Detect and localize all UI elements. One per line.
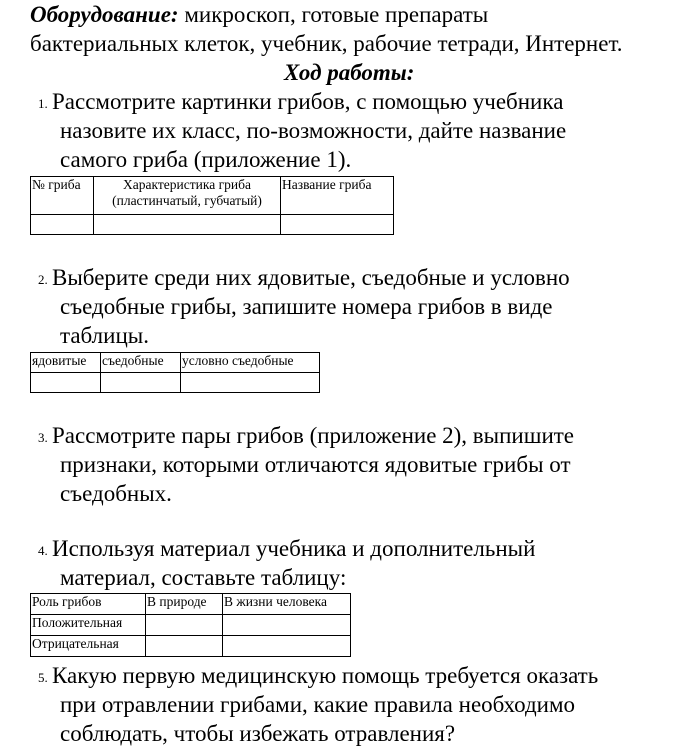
task-line: Выберите среди них ядовитые, съедобные и условно [52,265,570,290]
task-number: 4. [38,543,48,558]
task-number: 1. [38,96,48,111]
equipment-text-1: микроскоп, готовые препараты [178,2,489,27]
table-header: В природе [146,594,223,615]
task-line: Какую первую медицинскую помощь требуется оказать [52,663,599,688]
table-cell [31,215,94,235]
table-cell [146,636,223,657]
table-cell [223,615,351,636]
table-cell [94,215,281,235]
task-line: соблюдать, чтобы избежать отравления? [60,721,456,746]
table-header: Название гриба [281,177,394,215]
task-line: самого гриба (приложение 1). [60,147,352,172]
procedure-title: Ход работы: [284,60,415,85]
table-header: Роль грибов [31,594,146,615]
table-cell [146,615,223,636]
mushroom-table [30,176,394,235]
equipment-line-2: бактериальных клеток, учебник, рабочие тетради, Интернет. [30,31,623,56]
equipment-line-1 [30,0,488,29]
table-header: съедобные [101,353,181,373]
task-line: таблицы. [60,323,149,348]
table-header: ядовитые [31,353,101,373]
task-line: при отравлении грибами, какие правила необходимо [60,692,576,717]
table-header-line: Характеристика гриба [123,177,251,192]
table-cell [31,373,101,393]
table-header-line: (пластинчатый, губчатый) [112,193,262,208]
table-cell [281,215,394,235]
task-line: съедобных. [60,481,172,506]
role-table [30,593,351,657]
task-number: 3. [38,430,48,445]
table-header: № гриба [31,177,94,215]
task-line: Используя материал учебника и дополнительный [52,536,536,561]
table-header: условно съедобные [181,353,320,373]
table-cell [101,373,181,393]
task-line: Рассмотрите картинки грибов, с помощью учебника [52,89,564,114]
task-line: материал, составьте таблицу: [60,565,347,590]
task-line: съедобные грибы, запишите номера грибов в виде [60,294,553,319]
equipment-label: Оборудование: [30,2,179,27]
task-line: признаки, которыми отличаются ядовитые грибы от [60,452,571,477]
task-line: Рассмотрите пары грибов (приложение 2), выпишите [52,423,575,448]
table-row-label: Отрицательная [31,636,146,657]
task-line: назовите их класс, по-возможности, дайте название [60,118,567,143]
table-row-label: Положительная [31,615,146,636]
table-header [94,177,281,215]
table-cell [223,636,351,657]
table-header: В жизни человека [223,594,351,615]
task-number: 2. [38,272,48,287]
task-number: 5. [38,670,48,685]
edibility-table [30,352,320,393]
table-cell [181,373,320,393]
